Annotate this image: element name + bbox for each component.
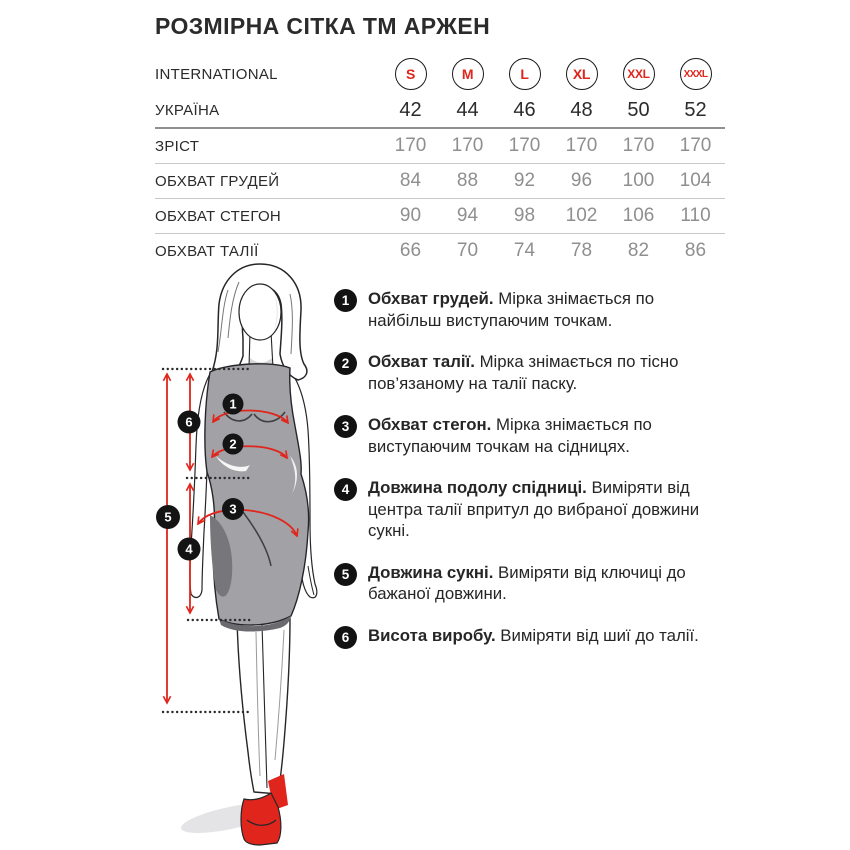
ukraine-size: 44 [456,98,479,121]
table-value: 98 [513,205,536,226]
svg-text:4: 4 [185,541,193,557]
page-title: РОЗМІРНА СІТКА ТМ АРЖЕН [155,13,491,39]
size-badge-xxl: XXL [623,58,655,90]
svg-text:3: 3 [229,501,237,517]
measurement-item-6 [334,625,726,649]
face [239,284,281,340]
measurement-item-4 [334,477,726,542]
table-value: 96 [570,170,593,191]
figure-marker-6 [178,411,201,434]
figure-marker-2 [223,434,244,455]
row-label: ОБХВАТ ТАЛІЇ [155,242,259,260]
size-badge-xxxl: XXXL [680,58,712,90]
table-value: 170 [622,135,655,156]
measure-desc: Виміряти від ключиці до бажаної довжини. [368,562,686,603]
table-value: 78 [570,240,593,261]
table-value: 94 [456,205,479,226]
table-value: 86 [684,240,707,261]
figure-marker-5 [156,505,180,529]
table-value: 100 [622,170,655,191]
item-number-badge: 4 [334,478,357,501]
size-badge-s: S [395,58,427,90]
table-value: 170 [394,135,427,156]
table-value: 88 [456,170,479,191]
ukraine-label: УКРАЇНА [155,101,220,119]
table-value: 74 [513,240,536,261]
international-label: INTERNATIONAL [155,65,278,83]
size-badge-xl: XL [566,58,598,90]
table-value: 104 [679,170,712,191]
measure-desc: Мірка знімається по тісно пов’язаному на талії паску. [368,352,679,393]
measure-term: Обхват талії. [368,352,475,371]
table-value: 92 [513,170,536,191]
svg-text:5: 5 [164,509,172,525]
model-sketch [140,260,340,850]
item-number-badge: 2 [334,352,357,375]
legs [237,618,290,794]
table-row-chest [155,163,725,198]
svg-text:1: 1 [229,396,237,412]
item-number-badge: 1 [334,289,357,312]
size-table [155,55,725,268]
size-badge-m: M [452,58,484,90]
item-number-badge: 6 [334,626,357,649]
table-value: 170 [508,135,541,156]
table-row-hips [155,198,725,233]
table-value: 110 [680,205,711,226]
item-number-badge: 5 [334,563,357,586]
measurement-descriptions [334,288,726,669]
svg-text:2: 2 [229,436,237,452]
svg-text:6: 6 [185,414,193,430]
table-value: 90 [399,205,422,226]
figure-marker-3 [222,498,244,520]
ukraine-row [155,93,725,127]
measurement-item-3 [334,414,726,457]
table-value: 70 [456,240,479,261]
table-value: 102 [565,205,598,226]
table-value: 170 [451,135,484,156]
ukraine-size: 52 [684,98,707,121]
item-number-badge: 3 [334,415,357,438]
table-value: 84 [399,170,422,191]
measure-desc: Мірка знімається по виступаючим точкам на сідницях. [368,415,652,456]
measure-desc: Мірка знімається по найбільш виступаючим точкам. [368,289,655,330]
measure-desc: Виміряти від центра талії впритул до вибраної довжини сукні. [368,478,700,540]
measure-term: Довжина сукні. [368,562,494,582]
measurement-item-5 [334,562,726,605]
row-label: ЗРІСТ [155,137,200,155]
figure-illustration [140,260,340,850]
table-value: 66 [399,240,422,261]
table-value: 170 [565,135,598,156]
ukraine-size: 46 [513,98,536,121]
row-label: ОБХВАТ СТЕГОН [155,207,282,225]
figure-marker-4 [178,538,201,561]
figure-marker-1 [223,394,244,415]
international-row [155,55,725,93]
row-label: ОБХВАТ ГРУДЕЙ [155,172,280,190]
table-row-height [155,129,725,163]
measurement-item-2 [334,351,726,394]
ukraine-size: 42 [399,98,422,121]
measure-term: Висота виробу. [368,625,496,645]
table-value: 82 [627,240,650,261]
measure-term: Довжина подолу спідниці. [368,478,587,497]
table-value: 106 [622,205,655,226]
measure-term: Обхват стегон. [368,415,492,434]
size-badge-l: L [509,58,541,90]
ukraine-size: 48 [570,98,593,121]
ukraine-size: 50 [627,98,650,121]
measurement-item-1 [334,288,726,331]
table-value: 170 [679,135,712,156]
measure-desc: Виміряти від шиї до талії. [495,625,699,645]
measure-term: Обхват грудей. [368,289,494,308]
